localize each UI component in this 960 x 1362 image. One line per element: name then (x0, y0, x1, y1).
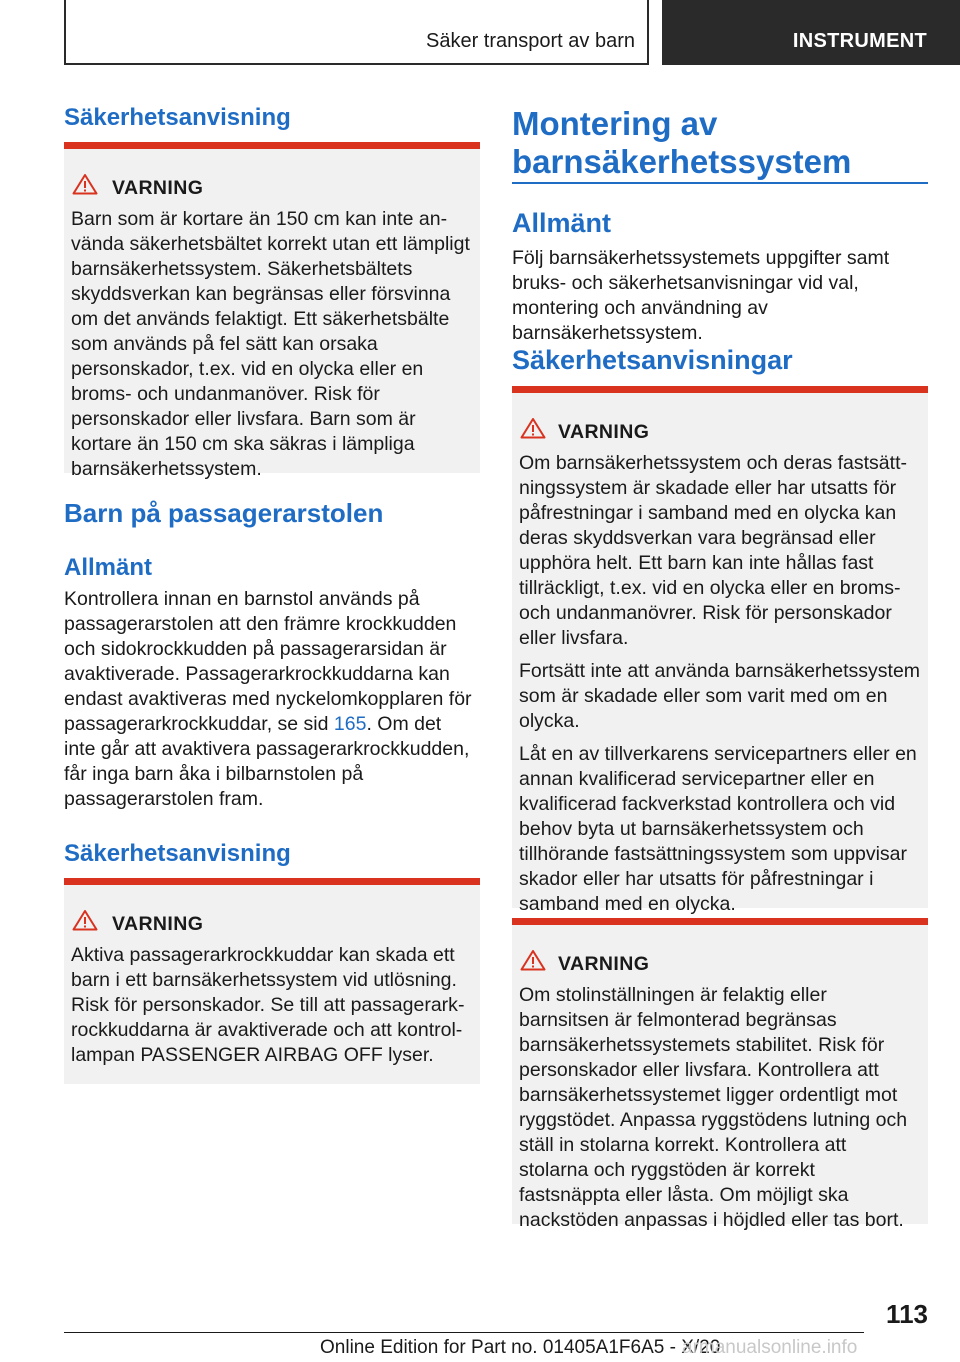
warning-triangle-icon (520, 417, 546, 439)
paragraph-follow-instructions: Följ barnsäkerhetssystemets uppgifter samt bruks- och säkerhetsanvisningar vid val, montering och användning av barnsäkerhetssystem. (512, 247, 890, 344)
warning-text (519, 451, 921, 917)
warning-label: VARNING (558, 421, 650, 443)
warning-paragraph: Fortsätt inte att använda barnsäkerhetssystem som är skadade eller som varit med om en olycka. (519, 660, 921, 732)
header-section-box (64, 0, 649, 65)
main-heading-installation: Montering av barnsäkerhetssystem (512, 105, 852, 180)
page-number: 113 (886, 1299, 928, 1329)
section-heading-safety-1: Säkerhetsanvisning (64, 104, 291, 131)
footer-rule (64, 1332, 864, 1333)
page-reference-link[interactable]: 165 (333, 713, 367, 735)
warning-text: Barn som är kortare än 150 cm kan inte använda säkerhetsbältet korrekt utan ett lämpligt barnsäkerhetssystem. Säkerhetsbältets skyddsverkan kan begränsas eller försvinna om det används felaktigt. Ett säkerhetsbälte som används på fel sätt kan orsaka personskador, t.ex. vid en olycka eller en broms- och undanmanöver. Risk för personskador eller livsfara. Barn som är kortare än 150 cm ska säkras i lämpliga barnsäkerhetssystem. (71, 208, 470, 480)
warning-text: Om stolinställningen är felaktig eller barnsitsen är felmonterad begränsas barnsäkerhetssystemets stabilitet. Risk för personskador eller livsfara. Kontrollera att barnsäkerhetssystemet ligger ordentligt mot ryggstödet. Anpassa ryggstödens lutning och ställ in stolarna korrekt. Kontrollera att stolarna och ryggstöden är korrekt fastsnäppta eller låsta. Om möjligt ska nackstöden anpassas i höjdled eller tas bort. (519, 984, 908, 1231)
warning-box-3 (512, 386, 928, 915)
warning-label: VARNING (558, 953, 650, 975)
paragraph-text-a: Kontrollera innan en barnstol används på passagerarstolen att den främre krockkudden och sidokrockkudden på passagerarsidan är avaktiverade. Passagerarkrockkuddarna kan endast avaktiveras med nyckelomkopplaren för passagerarkrockkuddar, se sid (64, 588, 472, 735)
header-chapter-title: INSTRUMENT (792, 30, 927, 52)
section-heading-child-passenger: Barn på passagerarstolen (64, 498, 384, 528)
paragraph-airbag-deactivation (64, 587, 474, 812)
subsection-heading-safety-instructions: Säkerhetsanvisningar (512, 345, 793, 375)
warning-triangle-icon (520, 949, 546, 971)
section-heading-safety-2: Säkerhetsanvisning (64, 840, 291, 867)
warning-box-4 (512, 918, 928, 1231)
warning-box-1 (64, 142, 480, 480)
subsection-heading-general-right: Allmänt (512, 208, 612, 238)
warning-paragraph: Om barnsäkerhetssystem och deras fastsättningssystem är skadade eller har utsatts för påfrestningar i samband med en olycka kan deras skyddsverkan vara begränsad eller upphöra helt. Ett barn kan inte hållas fast tillräckligt, t.ex. vid en olycka eller en broms- och undanmanövrer. Risk för personskador eller livsfara. (519, 452, 907, 649)
warning-label: VARNING (112, 913, 204, 935)
footer-watermark: armanualsonline.info (682, 1337, 858, 1358)
warning-text: Aktiva passagerarkrockkuddar kan skada ett barn i ett barnsäkerhetssystem vid utlösning. Risk för personskador. Se till att passagerarkrockkuddarna är avaktiverade och att kontrollampan PASSENGER AIRBAG OFF lyser. (71, 944, 465, 1066)
heading-rule (512, 182, 928, 184)
subsection-heading-general: Allmänt (64, 554, 153, 581)
warning-box-2 (64, 878, 480, 1084)
footer-edition-text: Online Edition for Part no. 01405A1F6A5 - X/20 (320, 1337, 721, 1358)
warning-triangle-icon (72, 173, 98, 195)
warning-triangle-icon (72, 909, 98, 931)
header-section-title: Säker transport av barn (426, 30, 635, 52)
header-chapter-box (662, 0, 960, 65)
warning-label: VARNING (112, 177, 204, 199)
paragraph-text-b: . Om det inte går att avaktivera passagerarkrockkudden, får inga barn åka i bilbarnstolen på passagerarstolen fram. (64, 713, 470, 810)
warning-paragraph: Låt en av tillverkarens servicepartners eller en annan kvalificerad servicepartner eller en kvalificerad fackverkstad kontrollera och vid behov byta ut barnsäkerhetssystem och tillhörande fastsättningssystem som uppvisar skador eller har utsatts för påfrestningar i samband med en olycka. (519, 743, 917, 915)
